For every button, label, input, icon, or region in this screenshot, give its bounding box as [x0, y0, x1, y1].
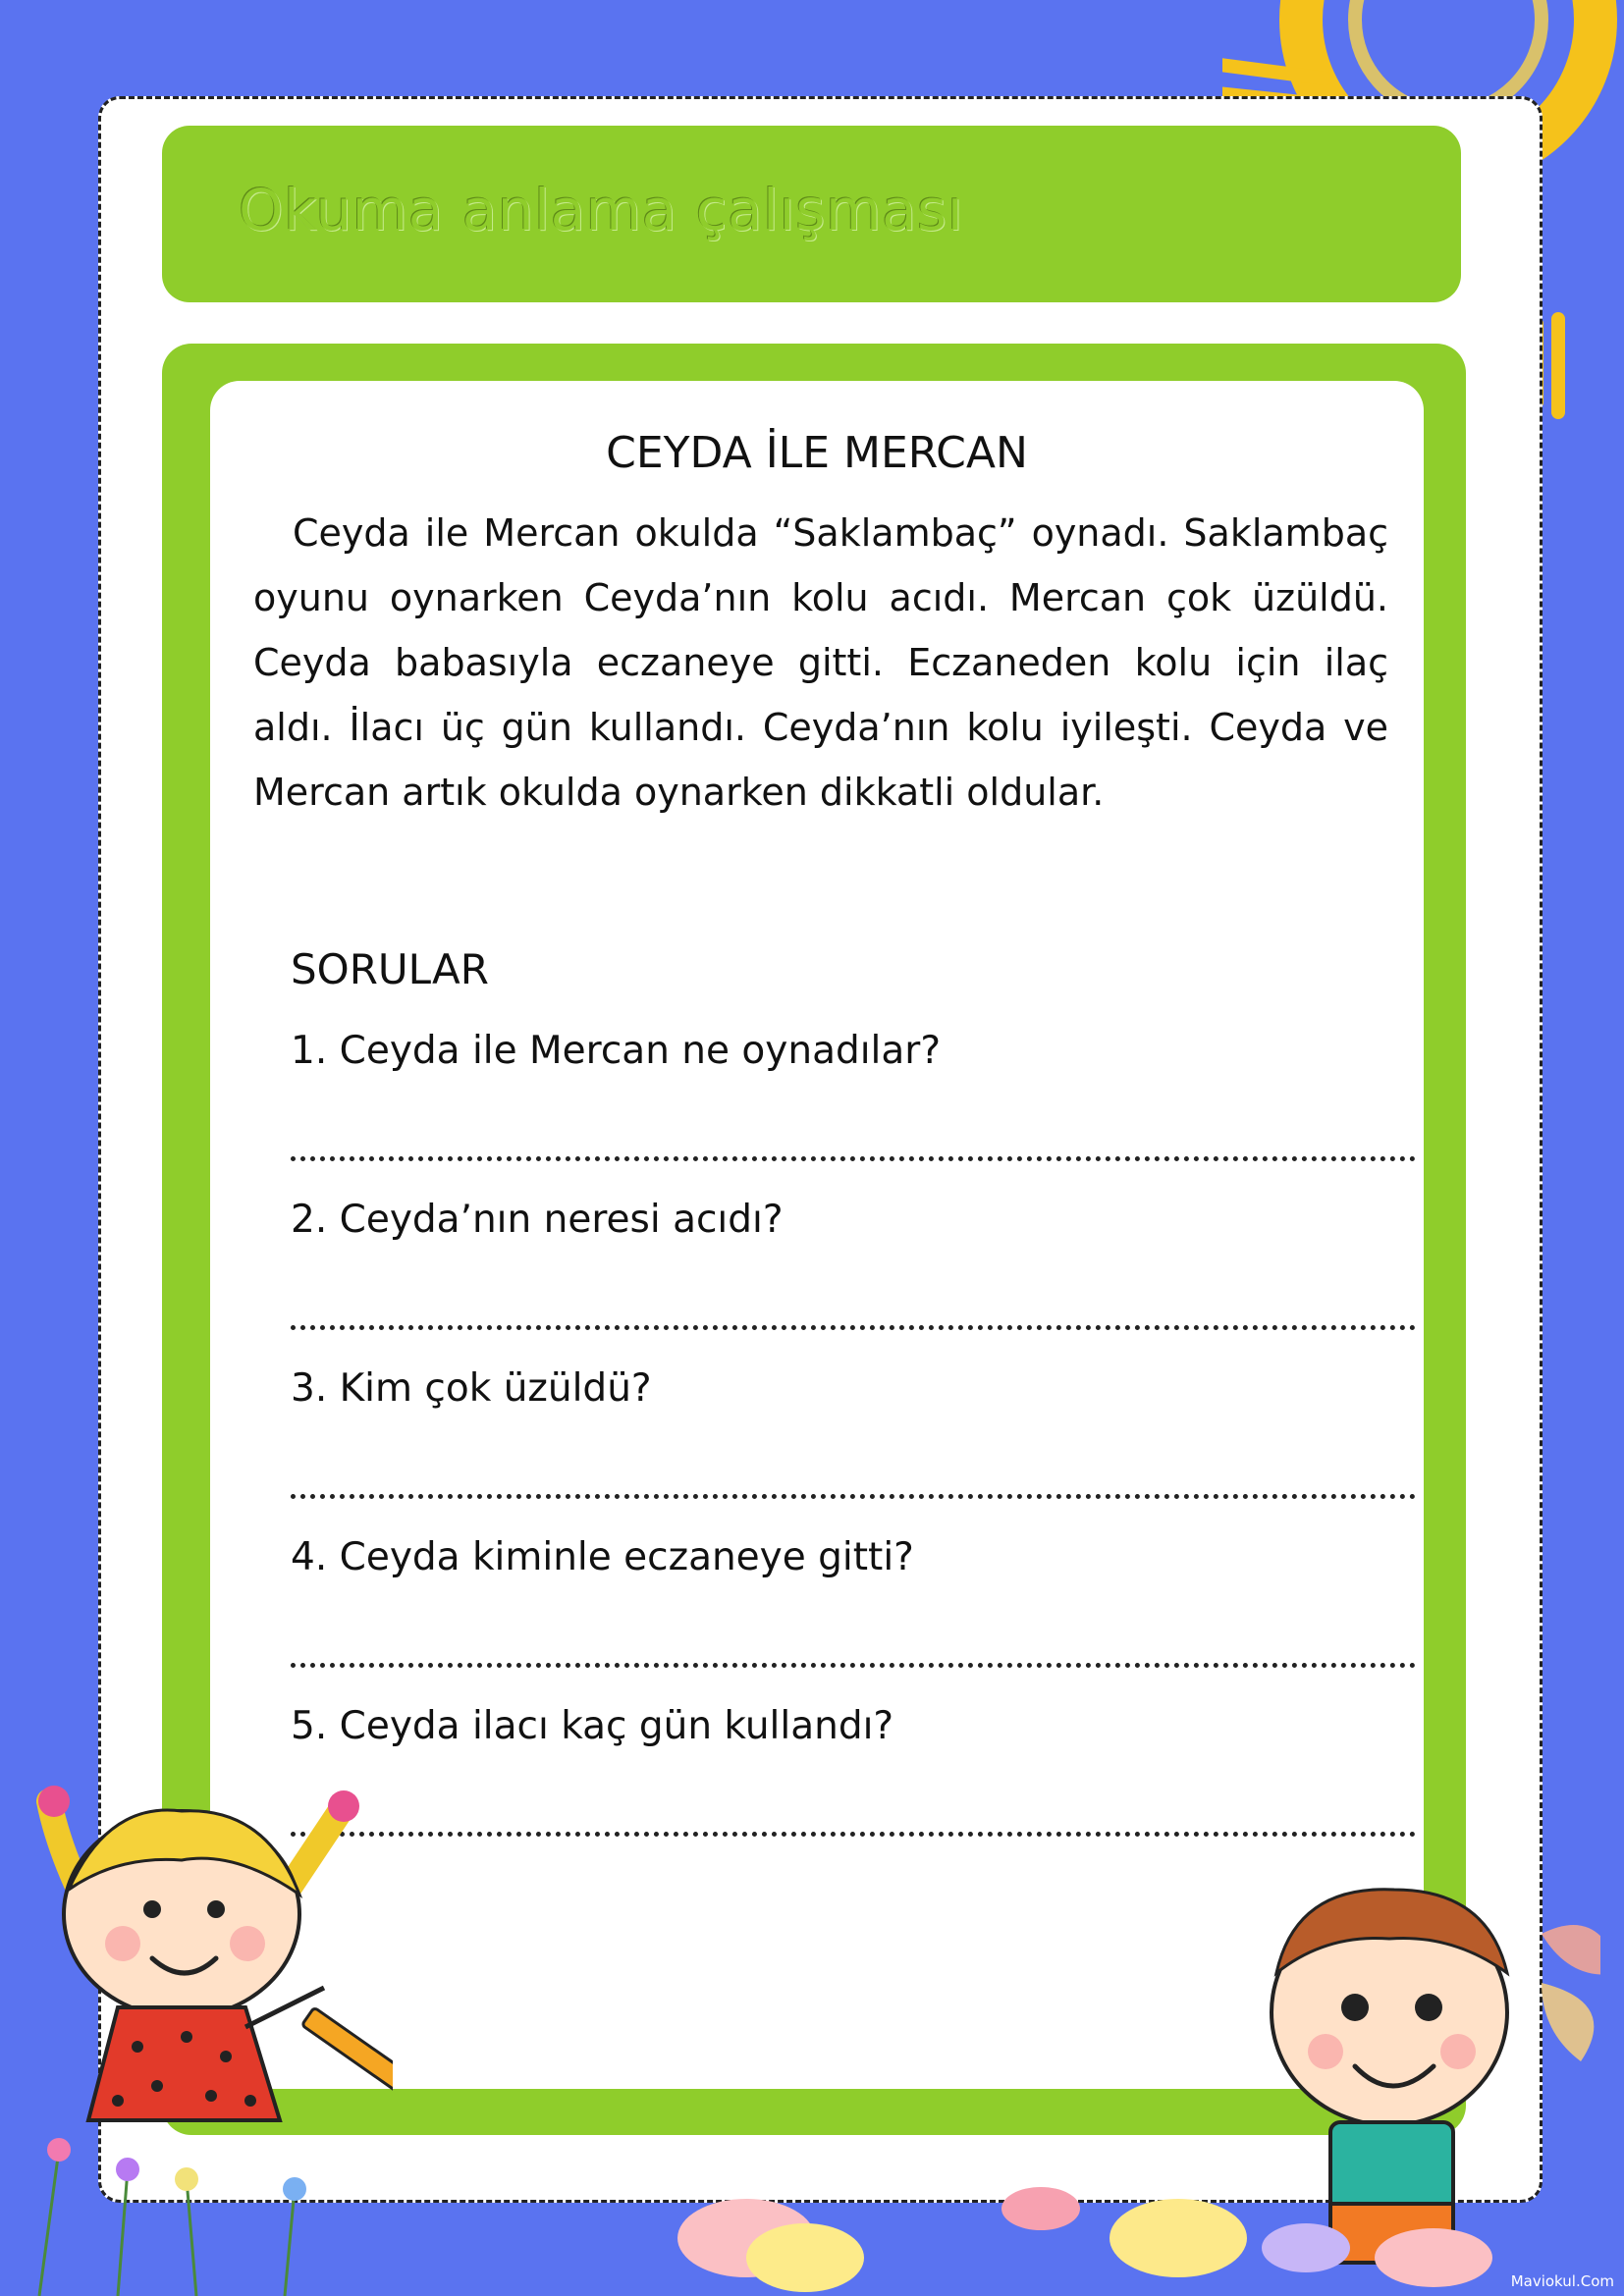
question-5: 5. Ceyda ilacı kaç gün kullandı?: [291, 1704, 894, 1748]
question-1: 1. Ceyda ile Mercan ne oynadılar?: [291, 1029, 942, 1073]
story-title: CEYDA İLE MERCAN: [606, 428, 1028, 478]
answer-line-1[interactable]: [291, 1156, 1416, 1161]
question-4: 4. Ceyda kiminle eczaneye gitti?: [291, 1535, 914, 1579]
answer-line-3[interactable]: [291, 1494, 1416, 1499]
flowers-decoration: [0, 2110, 1624, 2296]
question-3: 3. Kim çok üzüldü?: [291, 1366, 652, 1411]
answer-line-4[interactable]: [291, 1663, 1416, 1668]
answer-line-2[interactable]: [291, 1325, 1416, 1330]
question-2: 2. Ceyda’nın neresi acıdı?: [291, 1198, 784, 1242]
page-title: Okuma anlama çalışması: [239, 177, 964, 243]
answer-line-5[interactable]: [291, 1832, 1416, 1837]
story-text: Ceyda ile Mercan okulda “Saklambaç” oynadı. Saklambaç oyunu oynarken Ceyda’nın kolu acıdı. Mercan çok üzüldü. Ceyda babasıyla eczaneye gitti. Eczaneden kolu için ilaç aldı. İlacı üç gün kullandı. Ceyda’nın kolu iyileşti. Ceyda ve Mercan artık okulda oynarken dikkatli oldular.: [253, 511, 1388, 814]
watermark: Maviokul.Com: [1510, 2272, 1614, 2290]
title-banner: [162, 126, 1461, 302]
questions-heading: SORULAR: [291, 945, 489, 993]
